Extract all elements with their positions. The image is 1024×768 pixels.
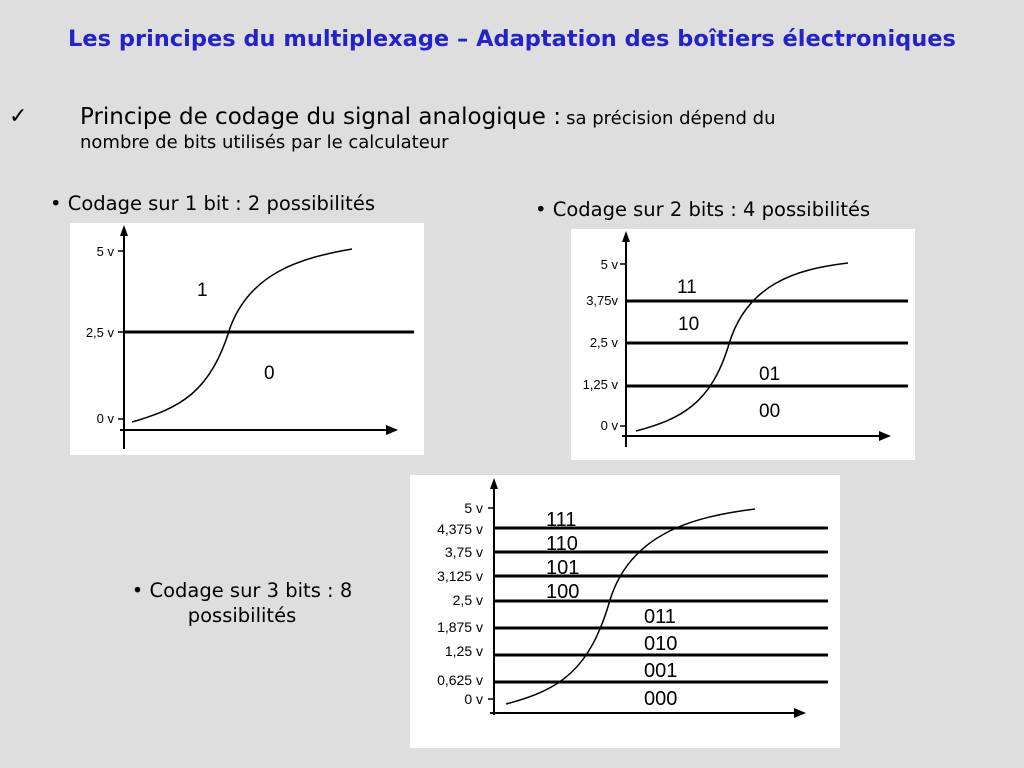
level-label: 4,375 v — [437, 521, 483, 537]
x-axis-arrow — [879, 431, 891, 441]
analog-signal-curve — [132, 249, 352, 422]
code-label: 101 — [546, 557, 580, 579]
level-label: 0 v — [464, 691, 483, 707]
code-label: 001 — [644, 660, 678, 682]
code-label: 100 — [546, 581, 580, 603]
caption-2-bits: • Codage sur 2 bits : 4 possibilités — [535, 198, 871, 221]
y-axis-arrow — [120, 225, 128, 236]
diagram-3-bits-svg — [410, 475, 840, 748]
level-label: 3,125 v — [437, 568, 483, 584]
code-label: 00 — [759, 401, 781, 422]
caption-3-bits-line2: possibilités — [187, 604, 297, 628]
code-label: 010 — [644, 633, 678, 655]
code-label: 1 — [197, 280, 208, 301]
code-label: 110 — [546, 533, 578, 555]
caption-1-bit: • Codage sur 1 bit : 2 possibilités — [50, 192, 375, 215]
level-label: 1,25 v — [582, 377, 618, 392]
diagram-1-bit — [70, 223, 424, 455]
diagram-3-bits — [410, 475, 840, 748]
principle-detail-line2: nombre de bits utilisés par le calculateur — [80, 131, 449, 153]
code-label: 01 — [759, 364, 781, 385]
code-label: 11 — [677, 277, 697, 298]
code-label: 0 — [264, 363, 275, 384]
x-axis-arrow — [794, 708, 806, 718]
code-label: 10 — [678, 314, 700, 335]
code-label: 111 — [546, 509, 577, 531]
diagram-1-bit-svg — [70, 223, 424, 455]
level-label: 5 v — [96, 244, 114, 259]
level-label: 2,5 v — [85, 325, 114, 340]
slide-title: Les principes du multiplexage – Adaptation des boîtiers électroniques — [68, 26, 956, 52]
analog-signal-curve — [636, 263, 848, 431]
diagram-2-bits — [571, 229, 915, 460]
caption-3-bits — [100, 578, 384, 629]
level-label: 5 v — [600, 257, 618, 272]
level-label: 3,75 v — [444, 544, 483, 560]
analog-signal-curve — [506, 509, 755, 704]
code-label: 000 — [644, 688, 678, 710]
x-axis-arrow — [386, 425, 398, 435]
level-label: 1,25 v — [444, 643, 483, 659]
principle-statement — [80, 104, 940, 153]
level-label: 5 v — [464, 500, 483, 516]
y-axis-arrow — [490, 478, 498, 489]
level-label: 0 v — [96, 411, 114, 426]
level-label: 1,875 v — [437, 619, 483, 635]
level-label: 2,5 v — [452, 592, 483, 608]
code-label: 011 — [644, 606, 676, 628]
y-axis-arrow — [622, 231, 630, 242]
level-label: 0 v — [600, 418, 618, 433]
level-label: 3,75v — [586, 293, 618, 308]
diagram-2-bits-svg — [571, 229, 915, 460]
level-label: 2,5 v — [589, 335, 618, 350]
principle-detail: sa précision dépend du — [566, 108, 776, 129]
level-label: 0,625 v — [437, 672, 483, 688]
caption-3-bits-line1: • Codage sur 3 bits : 8 — [131, 579, 353, 602]
principle-heading: Principe de codage du signal analogique : — [80, 104, 561, 130]
checkmark-icon: ✓ — [9, 104, 28, 129]
